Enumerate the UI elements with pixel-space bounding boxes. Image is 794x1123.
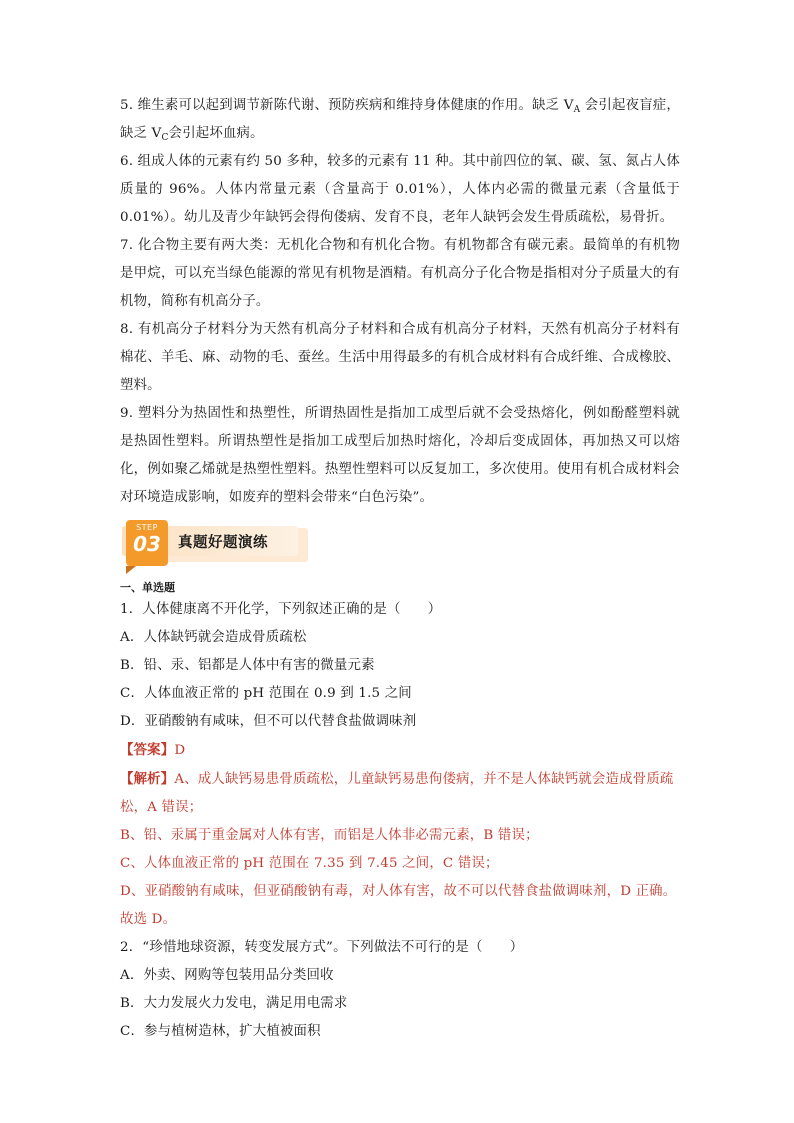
p5-text-b: 会引起夜盲症，缺乏 V [120,98,680,141]
question-1-analysis-a [120,765,680,822]
question-2-option-b: B．大力发展火力发电，满足用电需求 [120,996,348,1011]
question-2-stem: 2．“珍惜地球资源，转变发展方式”。下列做法不可行的是（ ） [120,940,524,955]
question-1-conclusion: 故选 D。 [120,912,177,927]
p5-subscript-a: A [573,105,581,115]
step-word: STEP [136,523,158,532]
question-1-answer [120,736,680,765]
step-title: 真题好题演练 [178,535,268,551]
p5-text-a: 5. 维生素可以起到调节新陈代谢、预防疾病和维持身体健康的作用。缺乏 V [120,98,574,113]
question-1-option-d: D．亚硝酸钠有咸味，但不可以代替食盐做调味剂 [120,714,417,729]
question-1-analysis-b: B、铅、汞属于重金属对人体有害，而铝是人体非必需元素，B 错误； [120,828,539,843]
question-1-option-c: C．人体血液正常的 pH 范围在 0.9 到 1.5 之间 [120,686,412,701]
knowledge-point-7: 7. 化合物主要有两大类：无机化合物和有机化合物。有机物都含有碳元素。最简单的有机物是甲烷，可以充当绿色能源的常见有机物是酒精。有机高分子化合物是指相对分子质量大的有机物，简称有机高分子。 [120,238,680,309]
analysis-a-text: A、成人缺钙易患骨质疏松，儿童缺钙易患佝偻病，并不是人体缺钙就会造成骨质疏松，A 错误； [120,772,674,815]
answer-value: D [174,743,186,758]
knowledge-point-5 [120,92,680,148]
p5-text-c: 会引起坏血病。 [168,126,264,141]
question-2-option-c: C．参与植树造林，扩大植被面积 [120,1024,321,1039]
knowledge-point-8: 8. 有机高分子材料分为天然有机高分子材料和合成有机高分子材料，天然有机高分子材料有棉花、羊毛、麻、动物的毛、蚕丝。生活中用得最多的有机合成材料有合成纤维、合成橡胶、塑料。 [120,322,680,393]
section-heading: 一、单选题 [120,581,175,594]
step-badge [126,520,168,566]
knowledge-point-9: 9. 塑料分为热固性和热塑性，所谓热固性是指加工成型后就不会受热熔化，例如酚醛塑料就是热固性塑料。所谓热塑性是指加工成型后加热时熔化，冷却后变成固体，再加热又可以熔化，例如聚乙烯就是热塑性塑料。热塑性塑料可以反复加工，多次使用。使用有机合成材料会对环境造成影响，如废弃的塑料会带来“白色污染”。 [120,406,680,505]
question-1-stem: 1．人体健康离不开化学，下列叙述正确的是（ ） [120,602,442,617]
question-1-option-b: B．铅、汞、铝都是人体中有害的微量元素 [120,658,375,673]
question-1-analysis-d: D、亚硝酸钠有咸味，但亚硝酸钠有毒，对人体有害，故不可以代替食盐做调味剂，D 正确。 [120,884,677,899]
question-1-option-a: A．人体缺钙就会造成骨质疏松 [120,630,307,645]
step-number: 03 [133,532,161,556]
page-content [120,92,680,1046]
step-banner [122,522,312,576]
question-1-analysis-c: C、人体血液正常的 pH 范围在 7.35 到 7.45 之间，C 错误； [120,856,499,871]
question-2-option-a: A．外卖、网购等包装用品分类回收 [120,968,334,983]
answer-label: 【答案】 [120,742,175,758]
knowledge-point-6: 6. 组成人体的元素有约 50 多种，较多的元素有 11 种。其中前四位的氧、碳、氢、氮占人体质量的 96%。人体内常量元素（含量高于 0.01%），人体内必需的微量元素（含量低于 0.01%）。幼儿及青少年缺钙会得佝偻病、发育不良，老年人缺钙会发生骨质疏松，易骨折。 [120,154,680,225]
analysis-label: 【解析】 [120,771,175,787]
p5-subscript-c: C [161,133,169,143]
